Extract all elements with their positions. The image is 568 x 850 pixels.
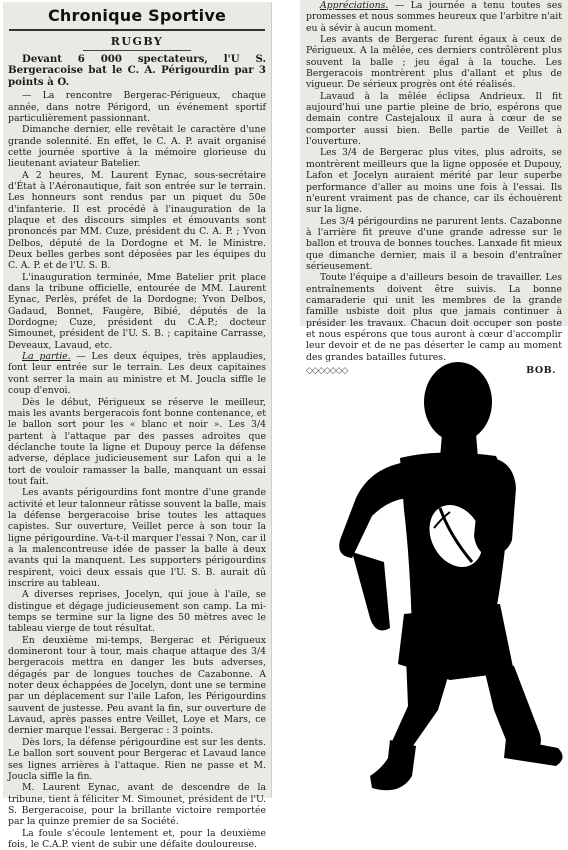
section-paragraph-la-partie: La partie. — Les deux équipes, très applaudies, font leur entrée sur le terrain. Les deux capitaines vont serrer la main au ministre et M. Joucla siffle le coup d'envoi. — [8, 351, 266, 397]
paragraph: Les avants périgourdins font montre d'une grande activité et leur talonneur râtisse souvent la balle, mais la défense bergeracoise brise toutes les attaques capistes. Sur ouverture, Veillet perce à son tour la ligne périgourdine. Va-t-il marquer l'essai ? Non, car il a la malencontreuse idée de passer la balle à deux avants qui la manquent. Les supporters périgourdins respirent, voici deux essais que l'U. S. B. aurait dû inscrire au tableau. — [8, 487, 266, 589]
article-title: Chronique Sportive — [47, 6, 227, 25]
rugby-player-icon — [300, 330, 568, 796]
paragraph: M. Laurent Eynac, avant de descendre de la tribune, tient à féliciter M. Simounet, président de l'U. S. Bergeracoise, pour la brillante victoire remportée par la quinze premier de sa Société. — [8, 782, 266, 828]
paragraph: La foule s'écoule lentement et, pour la deuxième fois, le C.A.P. vient de subir une défaite douloureuse. — [8, 827, 266, 850]
paragraph: Les avants de Bergerac furent égaux à ceux de Périgueux. A la mêlée, ces derniers contrôlèrent plus souvent la balle ; jeu égal à la touche. Les Bergeracois montrèrent plus d'allant et plus de vigueur. De sérieux progrès ont été réalisés. — [306, 34, 562, 91]
paragraph: A diverses reprises, Jocelyn, qui joue à l'aile, se distingue et dégage judicieusement son camp. La mi-temps se termine sur la ligne des 50 mètres avec le tableau vierge de tout résultat. — [8, 589, 266, 635]
paragraph: Les 3/4 de Bergerac plus vites, plus adroits, se montrèrent meilleurs que la ligne opposée et Dupouy, Lafon et Jocelyn auraient mérité par leur superbe performance d'aller au moins une fois à l'essai. Ils n'eurent vraiment pas de chance, car ils échouèrent sur la ligne. — [306, 147, 562, 216]
paragraph: Les 3/4 périgourdins ne parurent lents. Cazabonne à l'arrière fit preuve d'une grande adresse sur le ballon et trouva de bonnes touches. Lanxade fit mieux que dimanche dernier, mais il a besoin d'entraîner sérieusement. — [306, 215, 562, 272]
paragraph: Dès le début, Périgueux se réserve le meilleur, mais les avants bergeracois font bonne contenance, et le ballon sort pour les « blanc et noir ». Les 3/4 partent à l'attaque par des passes adroites que déclanche toute la ligne et Dupouy perce la défense adverse, déplace judicieusement sur Lafon qui a le tort de vouloir ramasser la balle, manquant un essai tout fait. — [8, 396, 266, 487]
subtitle-rule — [83, 50, 191, 51]
title-rule — [9, 29, 265, 31]
left-column-body — [3, 90, 271, 850]
paragraph: — La rencontre Bergerac-Périgueux, chaque année, dans notre Périgord, un événement sportif particulièrement passionnant. — [8, 90, 266, 124]
paragraph: Toute l'équipe a d'ailleurs besoin de travailler. Les entraînements doivent être suivis. La bonne camaraderie qui unit les membres de la grande famille usbiste doit plus que jamais continuer à présider les travaux. Chacun doit occuper son poste et nous espérons que tous auront à cœur d'accomplir leur devoir et de ne pas déserter le camp au moment des grandes batailles futures. — [306, 272, 562, 363]
rugby-player-silhouette — [300, 330, 568, 796]
right-article-clipping — [300, 0, 568, 376]
paragraph: Lavaud à la mêlée éclipsa Andrieux. Il fit aujourd'hui une partie pleine de brio, espérons que demain contre Castejaloux il aura à cœur de se comporter aussi bien. Belle partie de Veillet à l'ouverture. — [306, 90, 562, 148]
ornament: ◇◇◇◇◇◇◇ — [306, 365, 348, 376]
paragraph: Dimanche dernier, elle revêtait le caractère d'une grande solennité. En effet, le C. A. P. avait organisé cette journée sportive à la mémoire glorieuse du lieutenant aviateur Batelier. — [8, 124, 266, 170]
paragraph: A 2 heures, M. Laurent Eynac, sous-secrétaire d'État à l'Aéronautique, fait son entrée sur le terrain. Les honneurs sont rendus par un piquet du 50e d'infanterie. Il est procédé à l'inauguration de la plaque et des discours simples et émouvants sont prononcés par MM. Cuze, président du C. A. P. ; Yvon Delbos, député de la Dordogne et M. le Ministre. Deux belles gerbes sont déposées par les équipes du C. A. P. et de l'U. S. B. — [8, 169, 266, 272]
paragraph: L'inauguration terminée, Mme Batelier prit place dans la tribune officielle, entourée de MM. Laurent Eynac, Perlès, préfet de la Dordogne; Yvon Delbos, Gadaud, Bonnet, Faugère, Bibié, députés de la Dordogne; Cuze, président du C.A.P.; docteur Simounet, président de l'U. S. B. ; capitaine Carrasse, Deveaux, Lavaud, etc. — [8, 271, 266, 351]
paragraph: Dès lors, la défense périgourdine est sur les dents. Le ballon sort souvent pour Bergerac et Lavaud lance ses lignes arrières à l'attaque. Rien ne passe et M. Joucla siffle la fin. — [8, 736, 266, 782]
article-lead: Devant 6 000 spectateurs, l'U S. Bergeracoise bat le C. A. Périgourdin par 3 points à O. — [8, 53, 266, 88]
section-paragraph-appreciations: Appréciations. — La journée a tenu toutes ses promesses et nous sommes heureux que l'arbitre n'ait eu à sévir à aucun moment. — [306, 0, 562, 34]
paragraph: En deuxième mi-temps, Bergerac et Périgueux domineront tour à tour, mais chaque attaque des 3/4 bergeracois mettra en danger les buts adverses, dégagés par de longues touches de Cazabonne. A noter deux échappées de Jocelyn, dont une se termine par un déplacement sur l'aile Lafon, les Périgourdins sauvent de justesse. Peu avant la fin, sur ouverture de Lavaud, après passes entre Veillet, Loye et Mars, ce dernier marque l'essai. Bergerac : 3 points. — [8, 634, 266, 737]
author-signature: BOB. — [526, 365, 556, 376]
left-article-clipping — [3, 2, 272, 850]
article-subtitle: RUGBY — [110, 35, 164, 48]
